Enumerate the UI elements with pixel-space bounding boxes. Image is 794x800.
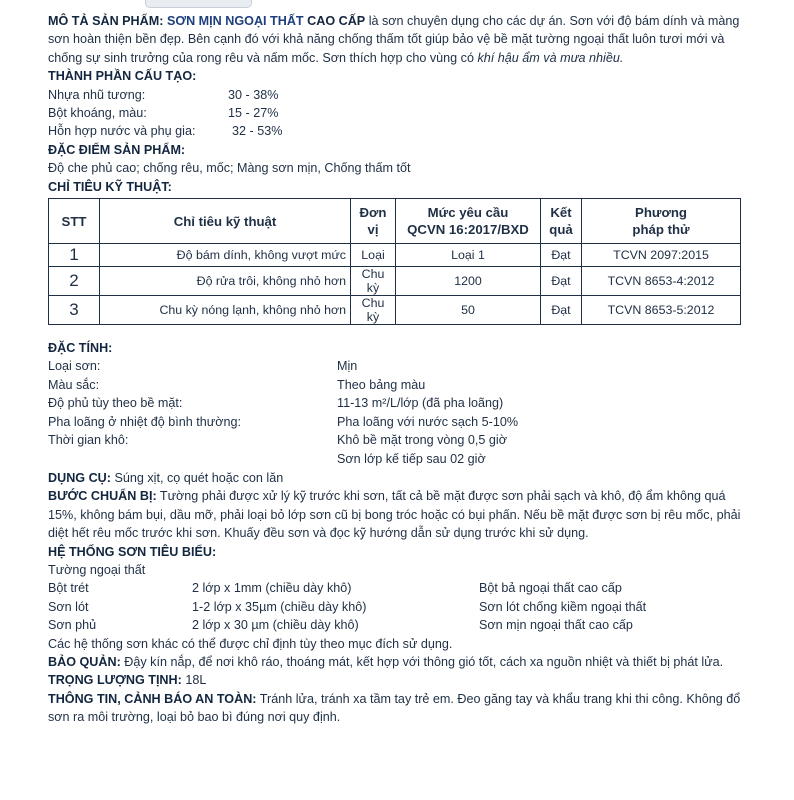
description-label: MÔ TẢ SẢN PHẨM: [48,14,164,28]
property-item [48,376,748,394]
composition-name: Bột khoáng, màu: [48,106,147,121]
preparation-text: Tường phải được xử lý kỹ trước khi sơn, tất cả bề mặt được sơn phải sạch và khô, độ ẩm không quá 15%, không bám bụi, dầu mỡ, phải loại bỏ lớp sơn cũ bị bong tróc hoặc có bụi phấn. Nếu bề mặt được sơn bị rêu mốc, phải diệt hết rêu mốc trước khi sơn. Khuấy đều sơn và đọc kỹ hướng dẫn sử dụng trước khi sử dụng. [48,489,741,541]
composition-list [48,86,748,141]
composition-value: 15 - 27% [228,106,279,121]
weight-label: TRỌNG LƯỢNG TỊNH: [48,673,182,688]
property-item [48,431,748,449]
weight-value: 18L [185,673,207,688]
header-stt: STT [49,199,100,244]
features-text: Độ che phủ cao; chống rêu, mốc; Màng sơn mịn, Chống thấm tốt [48,161,411,176]
specs-title: CHỈ TIÊU KỸ THUẬT: [48,179,172,194]
composition-item [48,104,748,122]
tools [48,469,748,487]
header-method: Phương pháp thử [582,199,741,244]
tools-text: Súng xịt, cọ quét hoặc con lăn [114,470,284,485]
property-name: Loại sơn: [48,359,101,374]
product-grade: CAO CẤP [307,14,366,28]
row-result: Đạt [541,244,582,267]
row-result: Đạt [541,296,582,325]
system-title: HỆ THỐNG SƠN TIÊU BIỂU: [48,544,217,559]
property-value: 11-13 m²/L/lớp (đã pha loãng) [337,396,504,411]
composition-item [48,86,748,104]
property-item [48,357,748,375]
property-value: Sơn lớp kế tiếp sau 02 giờ [337,451,486,466]
table-row [49,296,741,325]
row-stt: 2 [49,267,100,296]
row-requirement: 50 [396,296,541,325]
property-item [48,394,748,412]
features-title: ĐẶC ĐIỂM SẢN PHẨM: [48,142,186,157]
description-climate: khí hậu ẩm và mưa nhiều. [477,50,624,65]
row-method: TCVN 2097:2015 [582,244,741,267]
net-weight [48,671,748,689]
row-criteria: Độ bám dính, không vượt mức [100,244,351,267]
system-spec: 1-2 lớp x 35µm (chiều dày khô) [192,599,367,614]
property-value: Pha loãng với nước sạch 5-10% [337,414,519,429]
system-layer: Bột trét [48,581,89,596]
spec-header-row [49,199,741,244]
storage [48,653,748,671]
property-item [48,450,748,468]
row-requirement: 1200 [396,267,541,296]
row-requirement: Loại 1 [396,244,541,267]
product-description [48,0,748,67]
safety-label: THÔNG TIN, CẢNH BÁO AN TOÀN: [48,691,257,706]
system-spec: 2 lớp x 30 µm (chiều dày khô) [192,618,359,633]
property-item [48,413,748,431]
product-name: SƠN MỊN NGOẠI THẤT [166,14,304,28]
row-method: TCVN 8653-5:2012 [582,296,741,325]
header-requirement: Mức yêu cầu QCVN 16:2017/BXD [396,199,541,244]
spec-table [48,198,741,325]
property-value: Theo bảng màu [337,377,426,392]
row-unit: Loại [351,244,396,267]
row-method: TCVN 8653-4:2012 [582,267,741,296]
system-spec: 2 lớp x 1mm (chiều dày khô) [192,581,352,596]
tools-label: DỤNG CỤ: [48,470,111,485]
system-layer: Sơn lót [48,599,89,614]
row-result: Đạt [541,267,582,296]
header-criteria: Chỉ tiêu kỹ thuật [100,199,351,244]
system-note: Các hệ thống sơn khác có thể được chỉ định tùy theo mục đích sử dụng. [48,636,453,651]
row-unit: Chu kỳ [351,267,396,296]
property-name: Thời gian khô: [48,433,129,448]
header-unit: Đơn vị [351,199,396,244]
row-criteria: Độ rửa trôi, không nhỏ hơn [100,267,351,296]
composition-name: Hỗn hợp nước và phụ gia: [48,124,196,139]
property-value: Mịn [337,359,358,374]
properties-title: ĐẶC TÍNH: [48,341,113,356]
system-layer: Sơn phủ [48,618,97,633]
system-subtitle: Tường ngoại thất [48,562,146,577]
preparation [48,487,748,542]
storage-text: Đậy kín nắp, để nơi khô ráo, thoáng mát, kết hợp với thông gió tốt, cách xa nguồn nhiệt và thiết bị phát lửa. [124,654,724,669]
composition-title: THÀNH PHẦN CẤU TẠO: [48,69,197,84]
table-row [49,267,741,296]
system-item [48,598,748,616]
row-unit: Chu kỳ [351,296,396,325]
header-result: Kết quả [541,199,582,244]
table-row [49,244,741,267]
system-product: Sơn lót chống kiềm ngoại thất [479,599,647,614]
row-criteria: Chu kỳ nóng lạnh, không nhỏ hơn [100,296,351,325]
property-name: Pha loãng ở nhiệt độ bình thường: [48,414,242,429]
composition-value: 30 - 38% [228,87,279,102]
safety [48,690,748,727]
preparation-label: BƯỚC CHUẨN BỊ: [48,489,157,504]
property-name: Độ phủ tùy theo bề mặt: [48,396,183,411]
system-product: Sơn mịn ngoại thất cao cấp [479,618,633,633]
product-document [48,0,748,727]
composition-value: 32 - 53% [232,124,283,139]
composition-item [48,122,748,140]
description-text: là sơn chuyên dụng cho các dự án. Sơn với độ bám dính và màng sơn hoàn thiện bền đẹp. Bên cạnh đó với khả năng chống thấm tốt giúp bảo vệ bề mặt tường ngoại thất luôn tươi mới và chống sự sinh trưởng của rong rêu và nấm mốc. Sơn thích hợp cho vùng có [48,14,740,65]
storage-label: BẢO QUẢN: [48,654,121,669]
properties-list [48,357,748,467]
system-item [48,616,748,634]
property-value: Khô bề mặt trong vòng 0,5 giờ [337,433,507,448]
safety-text: Tránh lửa, tránh xa tầm tay trẻ em. Đeo găng tay và khẩu trang khi thi công. Không đổ sơn ra môi trường, loại bỏ bao bì đúng nơi quy định. [48,691,741,725]
system-product: Bột bả ngoại thất cao cấp [479,581,622,596]
row-stt: 1 [49,244,100,267]
system-list [48,579,748,634]
system-item [48,579,748,597]
composition-name: Nhựa nhũ tương: [48,87,146,102]
property-name: Màu sắc: [48,377,100,392]
property-name [48,450,337,468]
row-stt: 3 [49,296,100,325]
